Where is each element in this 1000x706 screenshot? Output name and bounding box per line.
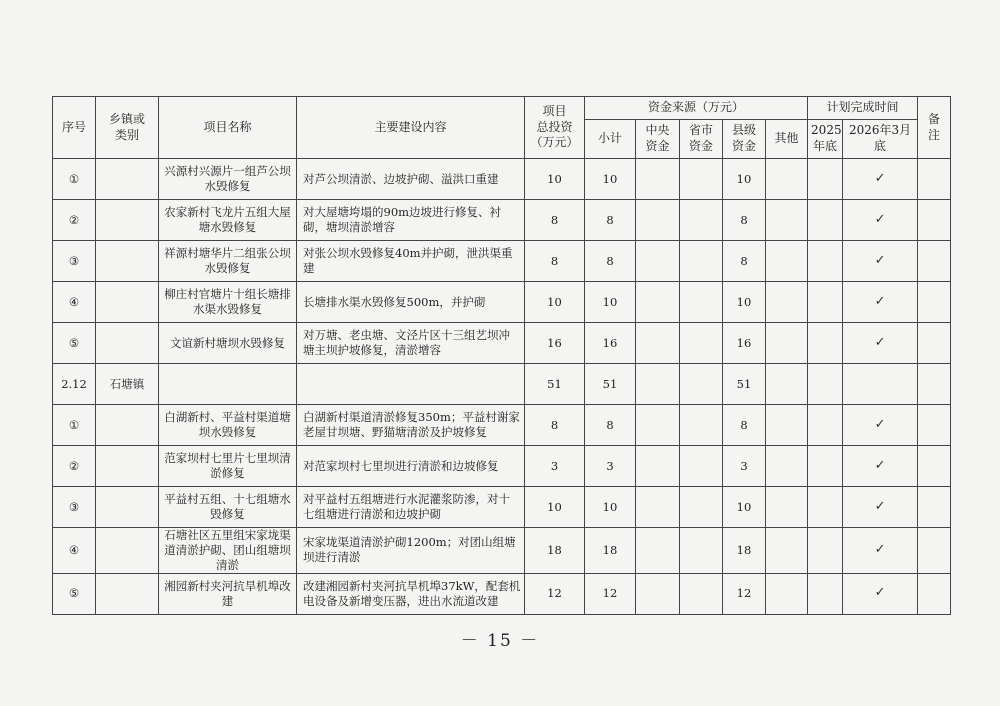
cell-other xyxy=(766,405,808,446)
cell-2026 xyxy=(843,364,918,405)
cell-2025 xyxy=(808,200,843,241)
cell-provincial xyxy=(680,364,723,405)
header-seq: 序号 xyxy=(53,97,96,159)
cell-provincial xyxy=(680,200,723,241)
table-row xyxy=(53,323,951,364)
cell-town xyxy=(96,159,159,200)
cell-2026: ✓ xyxy=(843,159,918,200)
cell-project: 兴源村兴源片一组芦公坝水毁修复 xyxy=(159,159,297,200)
cell-2025 xyxy=(808,241,843,282)
cell-investment: 12 xyxy=(525,573,585,614)
cell-subtotal: 18 xyxy=(585,528,636,574)
cell-2026: ✓ xyxy=(843,573,918,614)
cell-provincial xyxy=(680,241,723,282)
cell-central xyxy=(636,573,680,614)
cell-project xyxy=(159,364,297,405)
cell-town xyxy=(96,573,159,614)
cell-content: 长塘排水渠水毁修复500m，并护砌 xyxy=(297,282,525,323)
cell-subtotal: 12 xyxy=(585,573,636,614)
cell-project: 农家新村飞龙片五组大屋塘水毁修复 xyxy=(159,200,297,241)
cell-other xyxy=(766,159,808,200)
cell-remark xyxy=(918,323,951,364)
cell-seq: ③ xyxy=(53,487,96,528)
cell-content: 白湖新村渠道清淤修复350m；平益村谢家老屋甘坝塘、野猫塘清淤及护坡修复 xyxy=(297,405,525,446)
cell-central xyxy=(636,446,680,487)
header-project: 项目名称 xyxy=(159,97,297,159)
header-county: 县级 资金 xyxy=(723,120,766,159)
table-row xyxy=(53,446,951,487)
header-investment: 项目 总投资 （万元） xyxy=(525,97,585,159)
cell-central xyxy=(636,200,680,241)
cell-seq: ③ xyxy=(53,241,96,282)
table-body xyxy=(53,159,951,615)
cell-county: 18 xyxy=(723,528,766,574)
cell-county: 3 xyxy=(723,446,766,487)
cell-2025 xyxy=(808,323,843,364)
cell-town xyxy=(96,446,159,487)
cell-content: 对芦公坝清淤、边坡护砌、溢洪口重建 xyxy=(297,159,525,200)
cell-other xyxy=(766,528,808,574)
cell-remark xyxy=(918,241,951,282)
cell-other xyxy=(766,241,808,282)
cell-seq: 2.12 xyxy=(53,364,96,405)
cell-investment: 51 xyxy=(525,364,585,405)
table-row xyxy=(53,487,951,528)
cell-central xyxy=(636,364,680,405)
cell-provincial xyxy=(680,573,723,614)
cell-other xyxy=(766,282,808,323)
cell-2025 xyxy=(808,405,843,446)
cell-investment: 16 xyxy=(525,323,585,364)
cell-other xyxy=(766,487,808,528)
cell-remark xyxy=(918,487,951,528)
cell-central xyxy=(636,528,680,574)
cell-2025 xyxy=(808,364,843,405)
header-provincial: 省市 资金 xyxy=(680,120,723,159)
cell-remark xyxy=(918,159,951,200)
cell-seq: ② xyxy=(53,200,96,241)
table-row xyxy=(53,200,951,241)
header-central: 中央 资金 xyxy=(636,120,680,159)
cell-2026: ✓ xyxy=(843,446,918,487)
header-content: 主要建设内容 xyxy=(297,97,525,159)
cell-remark xyxy=(918,364,951,405)
cell-town: 石塘镇 xyxy=(96,364,159,405)
cell-seq: ④ xyxy=(53,282,96,323)
cell-county: 8 xyxy=(723,241,766,282)
header-row-1 xyxy=(53,97,951,120)
cell-investment: 3 xyxy=(525,446,585,487)
cell-provincial xyxy=(680,487,723,528)
cell-other xyxy=(766,323,808,364)
cell-2025 xyxy=(808,159,843,200)
cell-provincial xyxy=(680,405,723,446)
table-row xyxy=(53,528,951,574)
cell-subtotal: 8 xyxy=(585,200,636,241)
cell-seq: ④ xyxy=(53,528,96,574)
cell-2026: ✓ xyxy=(843,487,918,528)
cell-investment: 8 xyxy=(525,405,585,446)
cell-remark xyxy=(918,282,951,323)
cell-county: 51 xyxy=(723,364,766,405)
cell-town xyxy=(96,323,159,364)
cell-investment: 10 xyxy=(525,487,585,528)
cell-2025 xyxy=(808,528,843,574)
cell-seq: ① xyxy=(53,405,96,446)
cell-other xyxy=(766,446,808,487)
cell-content: 宋家垅渠道清淤护砌1200m；对团山组塘坝进行清淤 xyxy=(297,528,525,574)
cell-provincial xyxy=(680,528,723,574)
cell-provincial xyxy=(680,446,723,487)
cell-project: 范家坝村七里片七里坝清淤修复 xyxy=(159,446,297,487)
cell-central xyxy=(636,241,680,282)
cell-project: 平益村五组、十七组塘水毁修复 xyxy=(159,487,297,528)
cell-subtotal: 8 xyxy=(585,241,636,282)
cell-2026: ✓ xyxy=(843,528,918,574)
cell-2025 xyxy=(808,487,843,528)
cell-subtotal: 10 xyxy=(585,159,636,200)
cell-seq: ⑤ xyxy=(53,573,96,614)
cell-seq: ① xyxy=(53,159,96,200)
table-row xyxy=(53,364,951,405)
cell-central xyxy=(636,405,680,446)
cell-investment: 8 xyxy=(525,200,585,241)
cell-project: 祥源村塘华片二组张公坝水毁修复 xyxy=(159,241,297,282)
cell-seq: ⑤ xyxy=(53,323,96,364)
cell-subtotal: 16 xyxy=(585,323,636,364)
table-row xyxy=(53,241,951,282)
cell-town xyxy=(96,200,159,241)
cell-2026: ✓ xyxy=(843,241,918,282)
cell-content: 对大屋塘垮塌的90m边坡进行修复、衬砌，塘坝清淤增容 xyxy=(297,200,525,241)
cell-content: 改建湘园新村夹河抗旱机埠37kW，配套机电设备及新增变压器，进出水流道改建 xyxy=(297,573,525,614)
cell-investment: 10 xyxy=(525,282,585,323)
cell-county: 16 xyxy=(723,323,766,364)
cell-2026: ✓ xyxy=(843,282,918,323)
cell-county: 12 xyxy=(723,573,766,614)
cell-remark xyxy=(918,200,951,241)
cell-town xyxy=(96,487,159,528)
cell-investment: 18 xyxy=(525,528,585,574)
cell-investment: 8 xyxy=(525,241,585,282)
cell-remark xyxy=(918,405,951,446)
cell-remark xyxy=(918,528,951,574)
table-row xyxy=(53,405,951,446)
cell-2025 xyxy=(808,282,843,323)
cell-central xyxy=(636,323,680,364)
cell-content xyxy=(297,364,525,405)
cell-subtotal: 10 xyxy=(585,282,636,323)
cell-2025 xyxy=(808,446,843,487)
project-table xyxy=(52,96,951,615)
cell-other xyxy=(766,364,808,405)
cell-subtotal: 10 xyxy=(585,487,636,528)
table-row xyxy=(53,282,951,323)
cell-subtotal: 3 xyxy=(585,446,636,487)
cell-county: 10 xyxy=(723,487,766,528)
cell-content: 对张公坝水毁修复40m并护砌，泄洪渠重建 xyxy=(297,241,525,282)
cell-content: 对范家坝村七里坝进行清淤和边坡修复 xyxy=(297,446,525,487)
cell-subtotal: 8 xyxy=(585,405,636,446)
cell-other xyxy=(766,573,808,614)
cell-central xyxy=(636,282,680,323)
cell-2026: ✓ xyxy=(843,200,918,241)
cell-county: 8 xyxy=(723,405,766,446)
header-subtotal: 小计 xyxy=(585,120,636,159)
page-number: － 15 － xyxy=(460,631,540,651)
cell-seq: ② xyxy=(53,446,96,487)
cell-project: 文谊新村塘坝水毁修复 xyxy=(159,323,297,364)
header-other: 其他 xyxy=(766,120,808,159)
cell-central xyxy=(636,159,680,200)
cell-content: 对平益村五组塘进行水泥灌浆防渗，对十七组塘进行清淤和边坡护砌 xyxy=(297,487,525,528)
header-2025: 2025 年底 xyxy=(808,120,843,159)
cell-subtotal: 51 xyxy=(585,364,636,405)
cell-county: 8 xyxy=(723,200,766,241)
cell-town xyxy=(96,241,159,282)
cell-2026: ✓ xyxy=(843,323,918,364)
cell-project: 白湖新村、平益村渠道塘坝水毁修复 xyxy=(159,405,297,446)
cell-2025 xyxy=(808,573,843,614)
cell-provincial xyxy=(680,323,723,364)
cell-provincial xyxy=(680,159,723,200)
cell-project: 石塘社区五里组宋家垅渠道清淤护砌、团山组塘坝清淤 xyxy=(159,528,297,574)
cell-county: 10 xyxy=(723,159,766,200)
header-2026: 2026年3月 底 xyxy=(843,120,918,159)
cell-town xyxy=(96,282,159,323)
cell-town xyxy=(96,405,159,446)
header-town: 乡镇或 类别 xyxy=(96,97,159,159)
table-row xyxy=(53,573,951,614)
cell-central xyxy=(636,487,680,528)
header-remark: 备 注 xyxy=(918,97,951,159)
header-fund-source: 资金来源（万元） xyxy=(585,97,808,120)
cell-remark xyxy=(918,446,951,487)
cell-investment: 10 xyxy=(525,159,585,200)
cell-content: 对万塘、老虫塘、文泾片区十三组艺坝冲塘主坝护坡修复，清淤增容 xyxy=(297,323,525,364)
cell-town xyxy=(96,528,159,574)
cell-project: 湘园新村夹河抗旱机埠改建 xyxy=(159,573,297,614)
cell-county: 10 xyxy=(723,282,766,323)
cell-remark xyxy=(918,573,951,614)
cell-other xyxy=(766,200,808,241)
table-row xyxy=(53,159,951,200)
cell-2026: ✓ xyxy=(843,405,918,446)
cell-provincial xyxy=(680,282,723,323)
header-plan-time: 计划完成时间 xyxy=(808,97,918,120)
cell-project: 柳庄村官塘片十组长塘排水渠水毁修复 xyxy=(159,282,297,323)
